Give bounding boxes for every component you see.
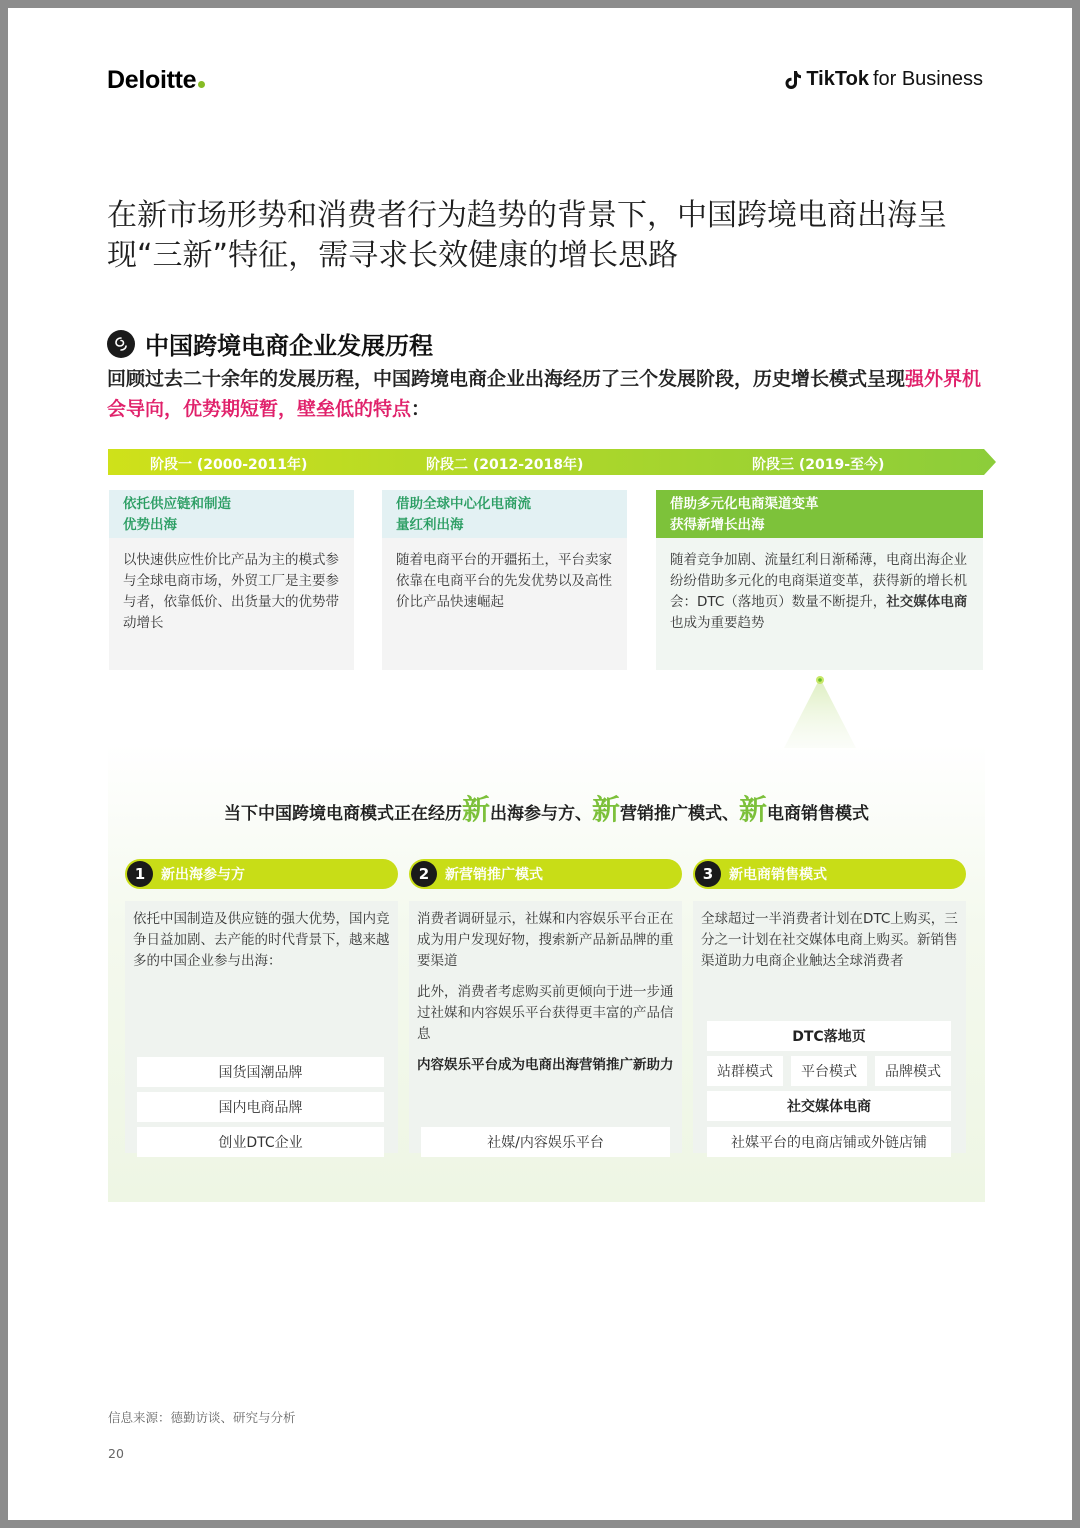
- new-modes-statement: 当下中国跨境电商模式正在经历新出海参与方、新营销推广模式、新电商销售模式: [223, 793, 870, 826]
- chip-guochao-brand: 国货国潮品牌: [137, 1057, 384, 1087]
- tiktok-for-business-logo: TikTok for Business: [784, 68, 983, 91]
- col1-number: 1: [127, 861, 153, 887]
- chip-brand-mode: 品牌模式: [875, 1056, 951, 1086]
- tiktok-note-icon: [784, 70, 802, 90]
- stage2-body: 随着电商平台的开疆拓土，平台卖家依靠在电商平台的先发优势以及高性价比产品快速崛起: [396, 552, 612, 610]
- stage2-title: 借助全球中心化电商流 量红利出海: [382, 490, 627, 538]
- chip-domestic-ecommerce-brand: 国内电商品牌: [137, 1092, 384, 1122]
- stage1-body: 以快速供应性价比产品为主的模式参与全球电商市场，外贸工厂是主要参与者，依靠低价、出货量大的优势带动增长: [123, 552, 339, 631]
- stage1-label: 阶段一 (2000-2011年): [150, 457, 308, 473]
- col2-title: 新营销推广模式: [445, 867, 543, 883]
- chip-dtc-landing: DTC落地页: [707, 1021, 951, 1051]
- page-number: 20: [108, 1446, 124, 1461]
- col2-text: 消费者调研显示，社媒和内容娱乐平台正在成为用户发现好物，搜索新产品新品牌的重要渠道 此外，消费者考虑购买前更倾向于进一步通过社媒和内容娱乐平台获得更丰富的产品信息 内容娱乐平台成为电商出海营销推广新助力: [417, 911, 674, 1073]
- stage3-title: 借助多元化电商渠道变革 获得新增长出海: [656, 490, 983, 538]
- report-page: [8, 8, 1072, 1520]
- stage3-body: 随着竞争加剧、流量红利日渐稀薄，电商出海企业纷纷借助多元化的电商渠道变革，获得新的增长机会：DTC（落地页）数量不断提升，社交媒体电商也成为重要趋势: [670, 552, 968, 631]
- section-title: 中国跨境电商企业发展历程: [107, 326, 433, 361]
- chip-dtc-startup: 创业DTC企业: [137, 1127, 384, 1157]
- col3-number: 3: [695, 861, 721, 887]
- intro-highlight: 强外界机会导向，优势期短暂，壁垒低的特点: [107, 368, 982, 420]
- page-headline: 在新市场形势和消费者行为趋势的背景下，中国跨境电商出海呈 现“三新”特征，需寻求长效健康的增长思路: [107, 198, 947, 273]
- col3-card: [693, 901, 966, 1153]
- col2-header: [409, 859, 682, 889]
- stage2-card: [382, 490, 627, 670]
- chip-social-ecommerce: 社交媒体电商: [707, 1091, 951, 1121]
- spotlight-beam: [778, 668, 862, 748]
- section-intro: 回顾过去二十余年的发展历程，中国跨境电商企业出海经历了三个发展阶段，历史增长模式呈现强外界机会导向，优势期短暂，壁垒低的特点：: [107, 368, 982, 420]
- col3-header: [693, 859, 966, 889]
- chip-platform-mode: 平台模式: [791, 1056, 867, 1086]
- chip-social-store: 社媒平台的电商店铺或外链店铺: [707, 1127, 951, 1157]
- col1-card: [125, 901, 398, 1153]
- col2-number: 2: [411, 861, 437, 887]
- chip-site-cluster-mode: 站群模式: [707, 1056, 783, 1086]
- swirl-icon: [107, 330, 135, 358]
- stage2-label: 阶段二 (2012-2018年): [426, 457, 584, 473]
- col1-header: [125, 859, 398, 889]
- stage1-title: 依托供应链和制造 优势出海: [109, 490, 354, 538]
- col3-title: 新电商销售模式: [729, 867, 827, 883]
- deloitte-logo: Deloitte: [107, 66, 205, 95]
- stage3-card: [656, 490, 983, 670]
- col1-title: 新出海参与方: [161, 867, 245, 883]
- col3-text: 全球超过一半消费者计划在DTC上购买，三分之一计划在社交媒体电商上购买。新销售渠道助力电商企业触达全球消费者: [701, 911, 958, 969]
- col1-text: 依托中国制造及供应链的强大优势，国内竞争日益加剧、去产能的时代背景下，越来越多的中国企业参与出海：: [133, 911, 390, 969]
- stage3-label: 阶段三 (2019-至今): [752, 457, 885, 473]
- chip-social-content-platform: 社媒/内容娱乐平台: [421, 1127, 670, 1157]
- col2-card: [409, 901, 682, 1153]
- stage1-card: [109, 490, 354, 670]
- source-note: 信息来源：德勤访谈、研究与分析: [108, 1410, 296, 1425]
- logo-dot: [198, 81, 205, 88]
